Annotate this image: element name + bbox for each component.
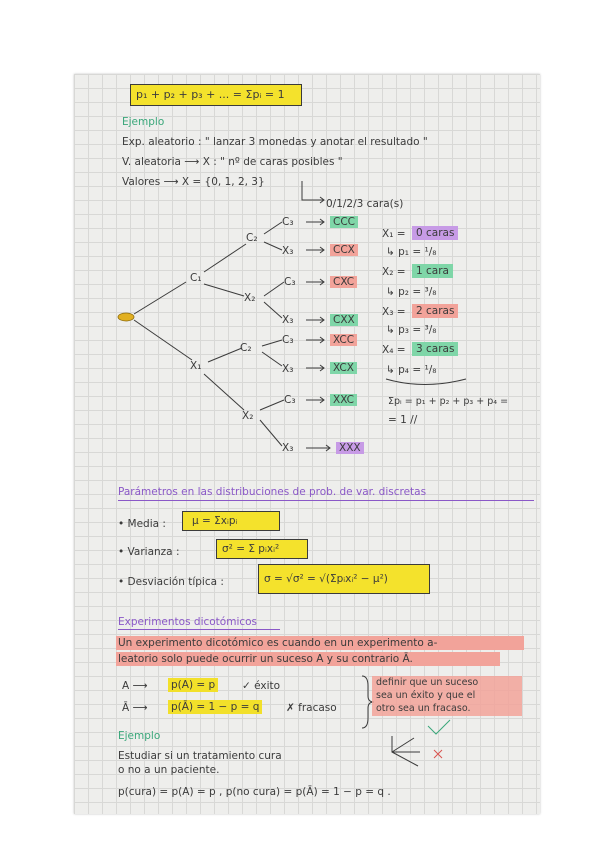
tree-node-x3: X₃ [282, 314, 294, 326]
tree-node-x3: X₃ [282, 245, 294, 257]
prob-x-label: X₃ = [382, 306, 406, 318]
media-formula: μ = Σxᵢpᵢ [192, 515, 238, 527]
prob-value: 2 caras [412, 304, 458, 318]
final-probabilities-line: p(cura) = p(A) = p , p(no cura) = p(Ā) = 1 − p = q . [118, 786, 391, 798]
media-label: • Media : [118, 518, 166, 530]
parameters-heading: Parámetros en las distribuciones de prob. de var. discretas [118, 486, 427, 498]
prob-p-line: ↳ p₄ = ¹/₈ [386, 364, 437, 376]
prob-p-line: ↳ p₃ = ³/₈ [386, 324, 437, 336]
notebook-page [74, 74, 540, 814]
definition-line: Un experimento dicotómico es cuando en un experimento a- [118, 637, 438, 649]
a-formula: p(A) = p [168, 678, 218, 692]
coin-icon [118, 313, 134, 321]
tree-node-c1: C₁ [190, 272, 202, 284]
outcome-cxx: CXX [330, 314, 358, 326]
example2-line: o no a un paciente. [118, 764, 220, 776]
note-line: otro sea un fracaso. [376, 703, 471, 714]
tree-node-c2: C₂ [240, 342, 252, 354]
prob-p-line: ↳ p₂ = ³/₈ [386, 286, 437, 298]
desviacion-formula: σ = √σ² = √(Σpᵢxᵢ² − μ²) [264, 573, 388, 585]
outcome-xxc: XXC [330, 394, 357, 406]
example2-line: Estudiar si un tratamiento cura [118, 750, 282, 762]
prob-x-label: X₄ = [382, 344, 406, 356]
tree-node-x3: X₃ [282, 442, 294, 454]
prob-x-label: X₁ = [382, 228, 406, 240]
tree-node-c3: C₃ [282, 216, 294, 228]
prob-p-line: ↳ p₁ = ¹/₈ [386, 246, 437, 258]
abar-fracaso-label: ✗ fracaso [286, 702, 337, 714]
example2-heading: Ejemplo [118, 730, 161, 742]
formula-sum-text: p₁ + p₂ + p₃ + ... = Σpᵢ = 1 [136, 88, 285, 101]
tree-node-x2: X₂ [244, 292, 256, 304]
caras-note: 0/1/2/3 cara(s) [326, 198, 404, 210]
tree-node-x1: X₁ [190, 360, 202, 372]
tree-node-x2: X₂ [242, 410, 254, 422]
outcome-ccc: CCC [330, 216, 358, 228]
outcome-cxc: CXC [330, 276, 357, 288]
prob-x-label: X₂ = [382, 266, 406, 278]
desviacion-label: • Desviación típica : [118, 576, 224, 588]
varianza-formula: σ² = Σ pᵢxᵢ² [222, 543, 280, 555]
prob-value: 1 cara [412, 264, 453, 278]
outcome-xcx: XCX [330, 362, 357, 374]
abar-arrow-label: Ā ⟶ [122, 702, 148, 714]
example-heading: Ejemplo [122, 116, 165, 128]
varianza-label: • Varianza : [118, 546, 180, 558]
prob-value: 3 caras [412, 342, 458, 356]
outcome-xcc: XCC [330, 334, 357, 346]
tree-node-c3: C₃ [284, 394, 296, 406]
definition-line: leatorio solo puede ocurrir un suceso A y su contrario Ā. [118, 653, 413, 665]
dicotomicos-heading: Experimentos dicotómicos [118, 616, 258, 628]
sum-probabilities-line: Σpᵢ = p₁ + p₂ + p₃ + p₄ = [388, 396, 509, 407]
tree-node-c2: C₂ [246, 232, 258, 244]
var-aleatoria-line: V. aleatoria ⟶ X : " nº de caras posibles " [122, 156, 343, 168]
prob-value: 0 caras [412, 226, 458, 240]
a-arrow-label: A ⟶ [122, 680, 148, 692]
exp-aleatorio-line: Exp. aleatorio : " lanzar 3 monedas y anotar el resultado " [122, 136, 428, 148]
valores-line: Valores ⟶ X = {0, 1, 2, 3} [122, 176, 265, 188]
tree-node-c3: C₃ [282, 334, 294, 346]
a-exito-label: ✓ éxito [242, 680, 281, 692]
sum-probabilities-result: = 1 // [388, 414, 418, 426]
outcome-xxx: XXX [336, 442, 364, 454]
note-line: definir que un suceso [376, 677, 479, 688]
abar-formula: p(Ā) = 1 − p = q [168, 700, 262, 714]
tree-node-c3: C₃ [284, 276, 296, 288]
note-line: sea un éxito y que el [376, 690, 476, 701]
outcome-ccx: CCX [330, 244, 358, 256]
tree-node-x3: X₃ [282, 363, 294, 375]
